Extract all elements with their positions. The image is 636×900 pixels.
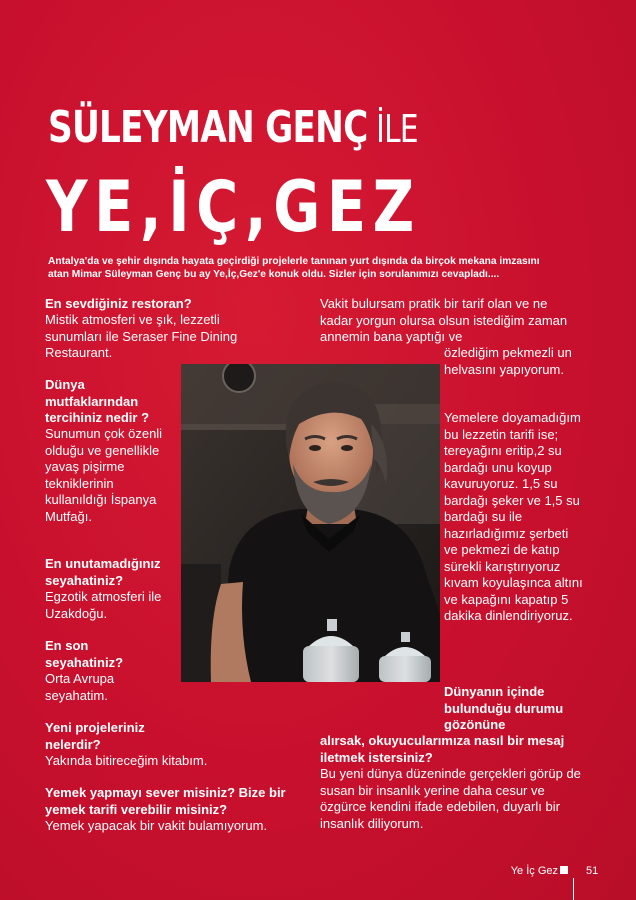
portrait-photo: [181, 364, 440, 682]
footer-divider: [573, 878, 574, 900]
answer-favorite-restaurant: Mistik atmosferi ve şık, lezzetli sunumları ile Seraser Fine Dining Restaurant.: [45, 312, 238, 360]
answer-cooking: Yemek yapacak bir vakit bulamıyorum.: [45, 818, 268, 833]
headline-ile: İLE: [367, 107, 418, 151]
question-message-part1: Dünyanın içinde bulunduğu durumu gözönüne: [444, 684, 564, 732]
recipe-intro: Vakit bulursam pratik bir tarif olan ve ne kadar yorgun olursa olsun istediğim zaman annemin bana yaptığı ve: [320, 296, 568, 344]
recipe-intro-continued: özlediğim pekmezli un helvasını yapıyorum.: [444, 345, 572, 377]
square-bullet-icon: [560, 866, 568, 874]
headline-line1: SÜLEYMAN GENÇ: [48, 102, 368, 153]
headline-name: [48, 98, 418, 159]
headline-title: YE,İÇ,GEZ: [46, 166, 421, 248]
recipe-body: Yemelere doyamadığım bu lezzetin tarifi ise; tereyağını eritip,2 su bardağı unu koyup kavuruyoruz. 1,5 su bardağı şeker ve 1,5 su bardağı su ile hazırladığımız şerbeti ve pekmezi de katıp sürekli karıştırıyoruz kıvam koyulaşınca altını ve kapağını kapatıp 5 dakika dinlendiriyoruz.: [444, 410, 583, 623]
section-label: [511, 864, 568, 878]
question-message-part2: alırsak, okuyucularımıza nasıl bir mesaj iletmek istersiniz?: [320, 733, 565, 765]
question-cooking: Yemek yapmayı sever misiniz? Bize bir yemek tarifi verebilir misiniz?: [45, 785, 286, 817]
question-last-trip: En son seyahatiniz?: [45, 638, 124, 670]
answer-unforgettable-trip: Egzotik atmosferi ile Uzakdoğu.: [45, 589, 162, 621]
section-name: Ye İç Gez: [510, 865, 558, 877]
portrait-illustration: [181, 364, 440, 682]
question-unforgettable-trip: En unutamadığınız seyahatiniz?: [45, 556, 161, 588]
answer-world-cuisine: Sunumun çok özenli olduğu ve genellikle yavaş pişirme tekniklerinin kullanıldığı İspanya Mutfağı.: [45, 426, 163, 524]
question-new-projects: Yeni projeleriniz nelerdir?: [45, 720, 145, 752]
answer-new-projects: Yakında bitireceğim kitabım.: [45, 753, 208, 768]
page-number: 51: [586, 865, 599, 877]
answer-last-trip: Orta Avrupa seyahatim.: [45, 671, 115, 703]
answer-message: Bu yeni dünya düzeninde gerçekleri görüp de susan bir insanlık yerine daha cesur ve özgürce kendini ifade edebilen, duyarlı bir insanlık diliyorum.: [320, 766, 581, 831]
question-favorite-restaurant: En sevdiğiniz restoran?: [45, 296, 192, 311]
question-world-cuisine: Dünya mutfaklarından tercihiniz nedir ?: [45, 377, 150, 425]
intro-paragraph: Antalya'da ve şehir dışında hayata geçirdiği projelerle tanınan yurt dışında da birçok mekana imzasını atan Mimar Süleyman Genç bu ay Ye,İç,Gez'e konuk oldu. Sizler için sorulanımızı cevapladı....: [48, 256, 540, 280]
